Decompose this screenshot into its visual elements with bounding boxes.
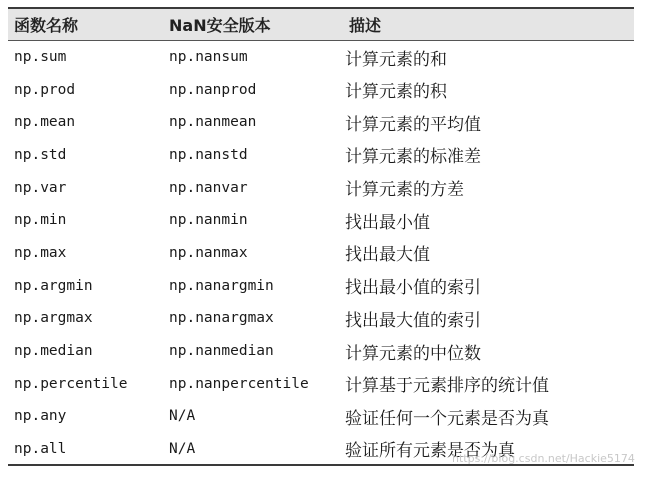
table-row [8,73,634,106]
function-name-cell: np.max [14,244,67,261]
function-name-cell: np.median [14,343,93,360]
header-description: 描述 [349,16,382,35]
function-name-cell: np.argmax [14,310,93,327]
header-nan-safe-version: NaN安全版本 [169,16,271,35]
table-row [8,139,634,172]
description-cell: 计算元素的积 [345,82,447,103]
nan-version-cell: np.nanpercentile [169,375,309,392]
nan-version-cell: np.nanstd [169,146,248,163]
nan-version-cell: np.nanmedian [169,343,274,360]
table-row [8,335,634,368]
nan-safe-functions-table [8,7,634,466]
nan-version-cell: np.nansum [169,49,248,66]
description-cell: 找出最大值 [345,245,430,266]
nan-version-cell: np.nanmax [169,244,248,261]
watermark: https://blog.csdn.net/Hackie5174 [452,452,635,465]
description-cell: 找出最小值的索引 [345,278,481,299]
table-row [8,367,634,400]
nan-version-cell: N/A [169,408,196,425]
function-name-cell: np.mean [14,114,76,131]
description-cell: 计算元素的方差 [345,180,464,201]
nan-version-cell: np.nanprod [169,81,257,98]
table-row [8,237,634,270]
function-name-cell: np.any [14,408,67,425]
function-name-cell: np.sum [14,49,67,66]
function-table-container [8,7,634,466]
function-name-cell: np.min [14,212,67,229]
table-row [8,41,634,74]
description-cell: 计算基于元素排序的统计值 [345,376,549,397]
nan-version-cell: N/A [169,440,196,457]
description-cell: 计算元素的标准差 [345,147,481,168]
description-cell: 验证所有元素是否为真 [345,441,515,462]
nan-version-cell: np.nanvar [169,179,248,196]
description-cell: 验证任何一个元素是否为真 [345,408,549,429]
nan-version-cell: np.nanargmin [169,277,274,294]
table-row [8,204,634,237]
table-row [8,106,634,139]
description-cell: 计算元素的中位数 [345,343,481,364]
description-cell: 找出最大值的索引 [345,310,481,331]
function-name-cell: np.argmin [14,277,93,294]
nan-version-cell: np.nanmin [169,212,248,229]
table-row [8,269,634,302]
function-name-cell: np.prod [14,81,76,98]
description-cell: 计算元素的平均值 [345,114,481,135]
description-cell: 计算元素的和 [345,49,447,70]
header-function-name: 函数名称 [14,16,79,35]
function-name-cell: np.std [14,146,67,163]
table-row [8,171,634,204]
nan-version-cell: np.nanmean [169,114,257,131]
description-cell: 找出最小值 [345,212,430,233]
function-name-cell: np.percentile [14,375,128,392]
table-header-row [8,8,634,41]
function-name-cell: np.all [14,440,67,457]
table-row [8,400,634,433]
function-name-cell: np.var [14,179,67,196]
table-row [8,302,634,335]
nan-version-cell: np.nanargmax [169,310,274,327]
